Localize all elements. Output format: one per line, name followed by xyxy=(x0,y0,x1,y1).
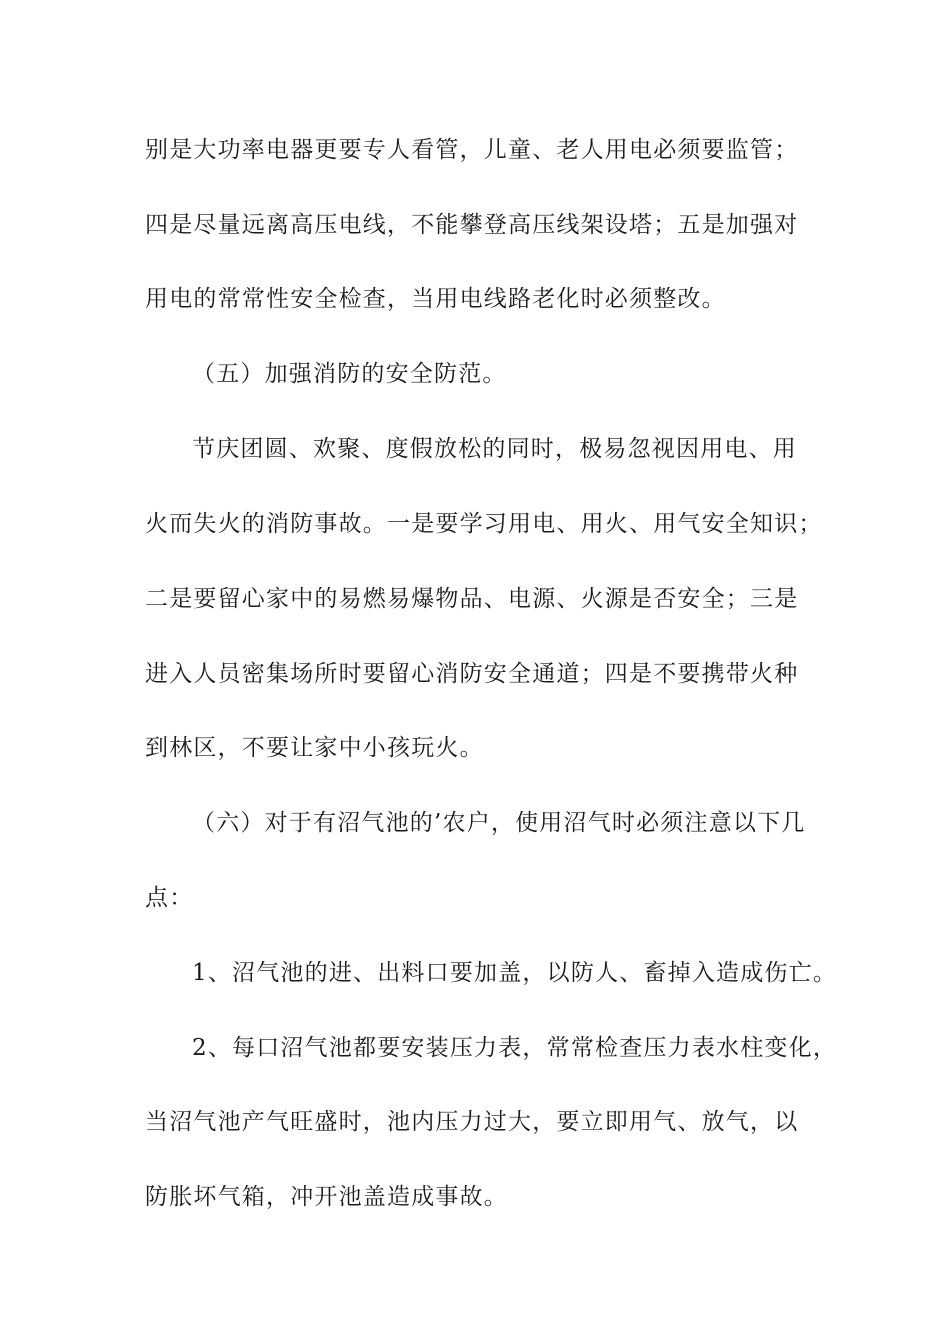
text-line: 节庆团圆、欢聚、度假放松的同时，极易忽视因用电、用 xyxy=(192,436,797,462)
text-line: 进入人员密集场所时要留心消防安全通道；四是不要携带火种 xyxy=(145,661,799,687)
text-line: 点： xyxy=(145,885,194,911)
text-line: 用电的常常性安全检查，当用电线路老化时必须整改。 xyxy=(145,286,726,312)
text-line: 当沼气池产气旺盛时，池内压力过大，要立即用气、放气，以 xyxy=(145,1109,799,1135)
list-item: 2、每口沼气池都要安装压力表，常常检查压力表水柱变化， xyxy=(192,1035,838,1061)
text-line: 火而失火的消防事故。一是要学习用电、用火、用气安全知识； xyxy=(145,511,823,537)
text-line: 到林区，不要让家中小孩玩火。 xyxy=(145,735,484,761)
text-line: 四是尽量远离高压电线，不能攀登高压线架设塔；五是加强对 xyxy=(145,212,799,238)
list-item: 1、沼气池的进、出料口要加盖，以防人、畜掉入造成伤亡。 xyxy=(192,960,838,986)
section-heading: （六）对于有沼气池的’农户，使用沼气时必须注意以下几 xyxy=(192,810,806,836)
text-line: 别是大功率电器更要专人看管，儿童、老人用电必须要监管； xyxy=(145,137,799,163)
section-heading: （五）加强消防的安全防范。 xyxy=(192,361,507,387)
text-line: 二是要留心家中的易燃易爆物品、电源、火源是否安全；三是 xyxy=(145,586,799,612)
text-line: 防胀坏气箱，冲开池盖造成事故。 xyxy=(145,1184,508,1210)
